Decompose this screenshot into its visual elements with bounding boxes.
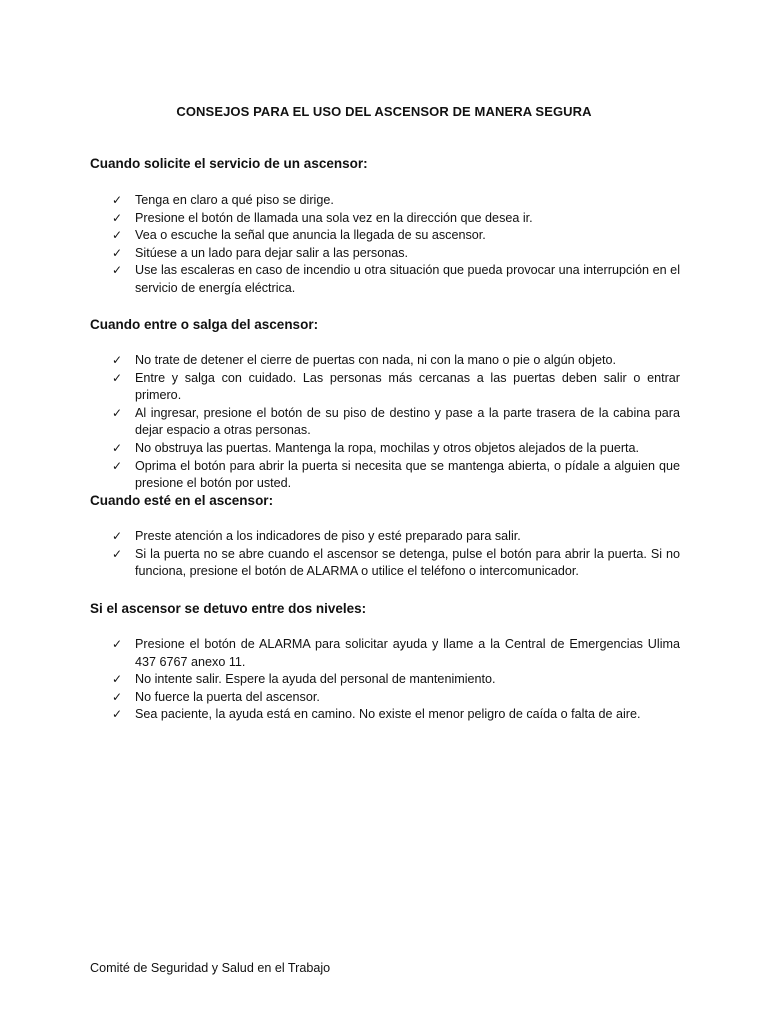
list-item [90, 458, 680, 493]
checkmark-icon: ✓ [112, 370, 123, 385]
section-stuck-between-floors [90, 600, 680, 724]
checkmark-icon: ✓ [112, 440, 123, 455]
checkmark-icon: ✓ [112, 193, 123, 207]
item-text: No fuerce la puerta del ascensor. [135, 689, 320, 704]
item-text: Presione el botón de ALARMA para solicitar ayuda y llame a la Central de Emergencias Ulima 437 6767 anexo 11. [135, 637, 680, 669]
checkmark-icon: ✓ [112, 245, 123, 260]
checkmark-icon: ✓ [112, 263, 123, 278]
section-heading: Cuando entre o salga del ascensor: [90, 317, 319, 332]
list-item [90, 405, 680, 440]
list-item [90, 352, 680, 370]
list-item [90, 262, 680, 297]
item-text: Al ingresar, presione el botón de su piso de destino y pase a la parte trasera de la cabina para dejar espacio a otras personas. [135, 405, 680, 438]
list-item [90, 370, 680, 405]
list-item [90, 227, 680, 245]
checklist [90, 192, 680, 298]
item-text: Vea o escuche la señal que anuncia la llegada de su ascensor. [135, 228, 486, 243]
checkmark-icon: ✓ [112, 707, 123, 722]
checkmark-icon: ✓ [112, 529, 123, 543]
checkmark-icon: ✓ [112, 637, 123, 651]
item-text: Sea paciente, la ayuda está en camino. No existe el menor peligro de caída o falta de aire. [135, 707, 641, 722]
list-item [90, 706, 680, 724]
checkmark-icon: ✓ [112, 228, 123, 243]
checkmark-icon: ✓ [112, 689, 123, 704]
list-item [90, 210, 680, 228]
section-heading: Si el ascensor se detuvo entre dos niveles: [90, 601, 367, 616]
list-item [90, 528, 680, 546]
checklist [90, 528, 680, 581]
item-text: Si la puerta no se abre cuando el ascensor se detenga, pulse el botón para abrir la puerta. Si no funciona, presione el botón de ALARMA o utilice el teléfono o intercomunicador. [135, 546, 680, 579]
list-item [90, 440, 680, 458]
checkmark-icon: ✓ [112, 672, 123, 687]
item-text: No intente salir. Espere la ayuda del personal de mantenimiento. [135, 672, 496, 687]
footer-committee: Comité de Seguridad y Salud en el Trabajo [90, 961, 331, 975]
checklist [90, 352, 680, 493]
section-inside-elevator [90, 492, 680, 581]
document-title: CONSEJOS PARA EL USO DEL ASCENSOR DE MANERA SEGURA [176, 104, 592, 119]
checkmark-icon: ✓ [112, 405, 123, 420]
list-item [90, 689, 680, 707]
item-text: Sitúese a un lado para dejar salir a las personas. [135, 245, 409, 260]
checkmark-icon: ✓ [112, 546, 123, 561]
section-heading: Cuando solicite el servicio de un ascensor: [90, 156, 368, 171]
item-text: Use las escaleras en caso de incendio u otra situación que pueda provocar una interrupción en el servicio de energía eléctrica. [135, 263, 680, 295]
checklist [90, 636, 680, 724]
item-text: No obstruya las puertas. Mantenga la ropa, mochilas y otros objetos alejados de la puerta. [135, 440, 640, 455]
item-text: Presione el botón de llamada una sola vez en la dirección que desea ir. [135, 210, 533, 225]
checkmark-icon: ✓ [112, 458, 123, 473]
list-item [90, 245, 680, 263]
list-item [90, 671, 680, 689]
item-text: Tenga en claro a qué piso se dirige. [135, 193, 334, 207]
item-text: Preste atención a los indicadores de piso y esté preparado para salir. [135, 529, 521, 543]
list-item [90, 192, 680, 210]
item-text: Entre y salga con cuidado. Las personas más cercanas a las puertas deben salir o entrar primero. [135, 370, 680, 403]
list-item [90, 636, 680, 671]
section-heading: Cuando esté en el ascensor: [90, 493, 274, 508]
section-enter-exit-elevator [90, 316, 680, 493]
section-request-elevator [90, 155, 680, 298]
item-text: Oprima el botón para abrir la puerta si necesita que se mantenga abierta, o pídale a alguien que presione el botón por usted. [135, 458, 680, 491]
checkmark-icon: ✓ [112, 210, 123, 225]
item-text: No trate de detener el cierre de puertas con nada, ni con la mano o pie o algún objeto. [135, 353, 616, 367]
list-item [90, 546, 680, 581]
checkmark-icon: ✓ [112, 353, 123, 367]
